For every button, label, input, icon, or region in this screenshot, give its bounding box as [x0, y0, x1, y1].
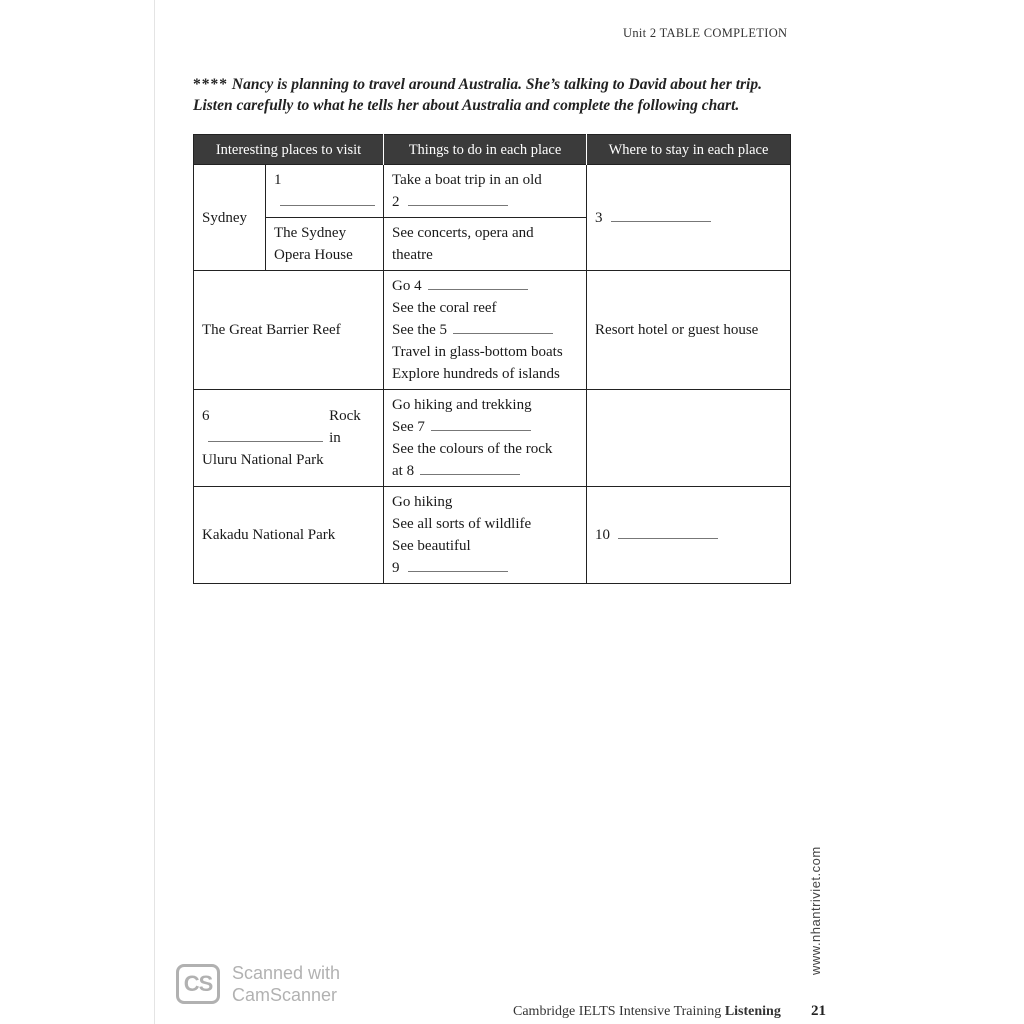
uluru-park: Uluru National Park	[202, 452, 324, 468]
reef-stay-text: Resort hotel or guest house	[595, 322, 759, 338]
footer-bold: Listening	[724, 1004, 781, 1019]
answer-blank-2[interactable]	[408, 191, 508, 206]
camscanner-line-2: CamScanner	[232, 985, 338, 1005]
difficulty-stars: ****	[193, 76, 228, 93]
header-stay: Where to stay in each place	[587, 135, 791, 165]
uluru-at-8: at 8	[392, 463, 415, 479]
question-number-10: 10	[595, 527, 611, 543]
question-number-9: 9	[392, 560, 400, 576]
footer-book: Cambridge IELTS Intensive Training	[513, 1004, 722, 1019]
sydney-question-1	[266, 165, 384, 218]
answer-blank-9[interactable]	[408, 557, 508, 572]
place-uluru	[194, 390, 384, 487]
reef-things	[384, 271, 587, 390]
header-things: Things to do in each place	[384, 135, 587, 165]
page-number: 21	[811, 1003, 826, 1019]
table-row-reef	[194, 271, 791, 390]
camscanner-watermark	[176, 962, 340, 1006]
reef-go-4: Go 4	[392, 278, 422, 294]
uluru-colours: See the colours of the rock	[392, 441, 553, 457]
reef-islands: Explore hundreds of islands	[392, 366, 560, 382]
kakadu-things	[384, 487, 587, 584]
answer-blank-7[interactable]	[431, 416, 531, 431]
place-reef	[194, 271, 384, 390]
place-kakadu	[194, 487, 384, 584]
reef-stay	[587, 271, 791, 390]
instructions-text: Nancy is planning to travel around Australia. She’s talking to David about her trip. Listen carefully to what he tells her about Australia and complete the following chart.	[193, 76, 762, 114]
kakadu-stay	[587, 487, 791, 584]
footer-book-title	[513, 1004, 781, 1020]
uluru-hiking: Go hiking and trekking	[392, 397, 532, 413]
reef-coral: See the coral reef	[392, 300, 497, 316]
side-watermark: www.nhantriviet.com	[808, 846, 823, 975]
table-row-kakadu	[194, 487, 791, 584]
place-sydney	[194, 165, 266, 271]
sydney-things-1	[384, 165, 587, 218]
kakadu-wildlife: See all sorts of wildlife	[392, 516, 532, 532]
answer-blank-4[interactable]	[428, 275, 528, 290]
answer-blank-3[interactable]	[611, 207, 711, 222]
uluru-rock-in: Rock in	[329, 408, 361, 446]
completion-chart	[193, 134, 791, 584]
question-number-3: 3	[595, 209, 603, 226]
running-head: Unit 2 TABLE COMPLETION	[623, 26, 788, 40]
table-row-uluru	[194, 390, 791, 487]
answer-blank-10[interactable]	[618, 524, 718, 539]
header-row	[194, 135, 791, 165]
reef-see-5: See the 5	[392, 322, 447, 338]
sydney-label: Sydney	[202, 209, 247, 226]
page-edge	[154, 0, 155, 1024]
camscanner-line-1: Scanned with	[232, 963, 341, 983]
reef-glass-boats: Travel in glass-bottom boats	[392, 344, 563, 360]
kakadu-beautiful: See beautiful	[392, 538, 471, 554]
uluru-stay	[587, 390, 791, 487]
question-number-2: 2	[392, 194, 400, 210]
sydney-stay	[587, 165, 791, 271]
instructions	[193, 74, 793, 116]
kakadu-label: Kakadu National Park	[202, 527, 336, 543]
camscanner-text	[232, 962, 340, 1006]
answer-blank-8[interactable]	[420, 460, 520, 475]
opera-house-label: The Sydney Opera House	[274, 225, 353, 263]
camscanner-logo-icon: CS	[176, 964, 220, 1004]
things-concerts: See concerts, opera and theatre	[392, 225, 534, 263]
header-places: Interesting places to visit	[194, 135, 384, 165]
question-number-6: 6	[202, 408, 210, 424]
things-boat-trip: Take a boat trip in an old	[392, 172, 542, 188]
table-row-sydney-1	[194, 165, 791, 218]
uluru-things	[384, 390, 587, 487]
sydney-things-2	[384, 218, 587, 271]
reef-label: The Great Barrier Reef	[202, 322, 341, 338]
answer-blank-6[interactable]	[208, 427, 323, 442]
answer-blank-5[interactable]	[453, 319, 553, 334]
sydney-opera-house	[266, 218, 384, 271]
question-number-1: 1	[274, 172, 282, 188]
uluru-see-7: See 7	[392, 419, 425, 435]
kakadu-hiking: Go hiking	[392, 494, 453, 510]
answer-blank-1[interactable]	[280, 191, 375, 206]
